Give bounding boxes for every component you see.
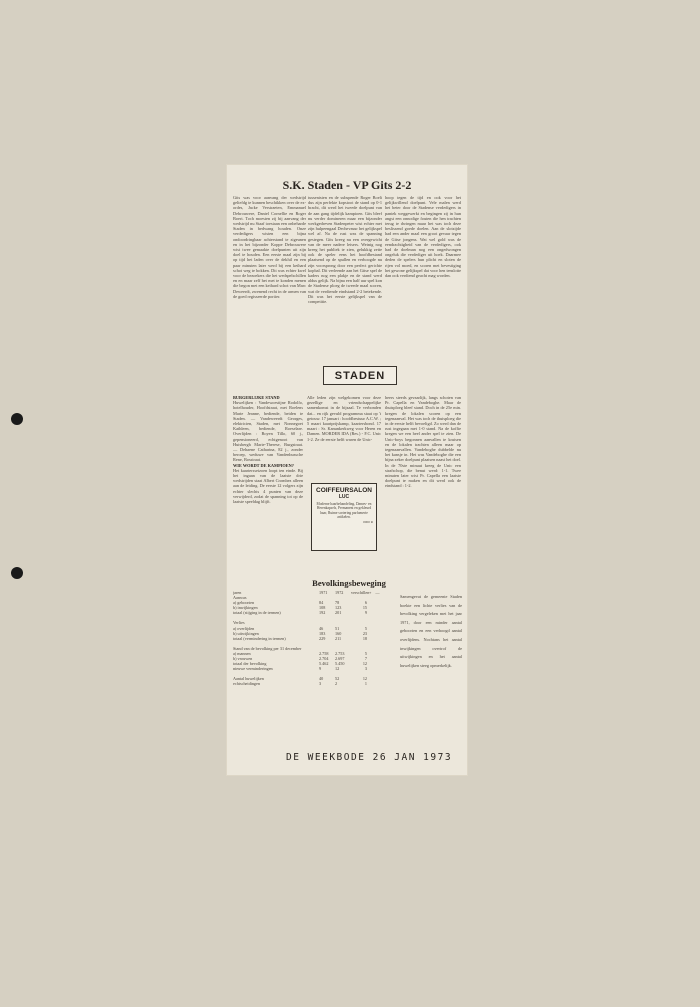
middle-column: Alle leden zijn welgekomen voor deze gezellige en vriendschappelijke samenkomst in de bijzaal. Te verbonden dat... en rijk gevuld programma staat op 't getouw. 17 januari : hoofdbestuur A.C.W. ; 5 maart kaartprijskamp, kaartersbond. 17 maart : Sr. Kanunkerkweg voor Heren en Damen. MORDER IDA (Res.) - F.C. Unic 1-2. Ze de eerste helft waren de Unic- [307,395,381,442]
row-label: Aanwas [233,595,247,601]
row-diff: 15 [362,605,367,611]
row-diff: 9 [364,610,367,616]
row-1971: 108 [319,605,326,611]
row-1972: 2.753 [335,650,345,656]
population-title: Bevolkingsbeweging [312,578,386,588]
row-1972: 160 [335,630,342,636]
row-label: totaal (stijging in de termen) [233,610,281,616]
row-1971: 229 [319,635,326,641]
row-diff: 6 [364,600,367,606]
row-1972: 211 [335,635,342,641]
handwritten-source-note: DE WEEKBODE 26 JAN 1973 [286,752,453,763]
row-1971: 183 [319,630,326,636]
table-row [233,666,385,671]
row-label: b) vrouwen [233,656,253,662]
row-1971: 2.704 [319,656,329,662]
ad-body: Moderne haarbehandeling, Dames- en Herenkapsels, Permanent en gekleurd haar, Ruime sortering parfumerie artikelen. [316,502,372,520]
kampioen-body: Het kaartersseizoen loopt ten einde. Bij het ingaan van de laatste drie wedstrijden staat Albert Crombez alleen aan de leiding. De eerste 12 volgers zijn echter slechts 4 punten van deze verwijderd, zodat de spanning tot op de laatste speeldag blijft. [233,467,303,505]
row-label: totaal (vermindering in termen) [233,635,286,641]
row-diff: 18 [362,635,367,641]
article-column-3: hoop tegen de tijd en ook voor het gelijkwillend doelpunt. Vele malen werd het beter door de Stadense verdedigers in paniek weggewerkt en begingen zij in hun angst een onnodige fouten die hen trachten terug te dwingen maar het was toch deze beslissend goede doelen. Aan de slotzijde had een ander maal een groot gevaar tegen de Gitse jongens. Wat wel gold was de eendrachtigheid van de verdedigers, ook had de doelman nog een ongedwongen ongeluk die verdediger uit hoek. Daarmee deden de spelers hun plicht en sloten de rijen vol moed, en scoren met bevestiging het gewone gelijkspel dat voor hen tenslotte dan ook verdiend geacht mag worden. [385,195,461,279]
row-1972: 123 [335,605,342,611]
row-diff: 5 [364,650,367,656]
row-1971: 192 [319,610,326,616]
row-diff: 1 [364,681,367,687]
row-1971: 9 [319,666,322,672]
population-table [233,590,385,687]
ad-code: 0000 R [363,519,373,524]
table-row [233,610,385,615]
row-label: b) inwijkingen [233,605,258,611]
ad-title: COIFFEURSALON [316,487,372,494]
row-1972: 2.697 [335,656,345,662]
row-1972: 2 [335,681,338,687]
row-label: nieuwe verminderingen [233,666,273,672]
row-1972: 201 [335,610,342,616]
table-row [233,636,385,641]
row-diff: 23 [362,630,367,636]
table-header: jaren 1971 1972 verschillen + — [233,590,380,595]
row-diff: 3 [364,666,367,672]
row-1971: 3 [319,681,322,687]
row-1971: 2.758 [319,650,329,656]
row-label: totaal der bevolking [233,661,267,667]
article-column-1: Gits was voor aanvang der wedstrijd geliefdg te kunnen beschikken over de ex-ordes, Jacke Verstraeten, Emmanuel Debrouwere, Daniel Cornellie en Roger Boeri. Toch moesten zij bij aanvang der wedstrijd nu Staaf toestaan een onbeharde Staden in bedwang houden. Onze verdedigers wisten een bijna ondoordringbaar achterstand te zigeunen en in het bijzonder Koppe Debrouwere wist twee gemaakte doelpunten uit zijn doel te houden. Een eerste maal zijn bij op tijd het laden over de dekhil en een paar minuten later werd bij een keihard schot weg te bokken. Dit was echter kwel voor de bezoekers die het wedspelschillen en en maar zelf het met te konden menen die begon met een keihard schot van Marc Deweerdt, zwenend recht in de armen van de goed regisseerde portier. [233,195,306,299]
row-diff: 5 [364,625,367,631]
kampioen-heading: WIE WORDT DE KAMPIOEN? [233,462,294,468]
row-1972: 12 [335,666,340,672]
article-headline: S.K. Staden - VP Gits 2-2 [282,178,412,192]
row-label: Verlies [233,620,245,626]
table-row [233,681,385,686]
article-column-2: tussenisten en de subspende Roger Boeli dus zijn perfekte kopstoot de stand op 0-1 bracht, dit werd het tweede doelpunt van de aan gang tijdelijk kampioen. Gits bleef nu verder domineren maar een bijzonder werkgedreven Stadenpeter wist echter met zijn hulpeengaal Dechevasur het gelijkspel wel af. Na de rust was de spanning gestegen. Gits kreeg nu een overgewicht van de meer nadere leisers. Weinig nog kreeg het publiek te zien, gelukkig zette ook de speler eens het hoofdbestand plaatsend op de spullen en verhoogde nu zijn voorsprong door een perfect gerichte kopbal. Dit verleende aan het Gitse spel de kaders nog een plakje en de stand werd aldus gelijk. Na bijna een half uur spel kon de Stadense ploeg de tweede maal scoren, wat de verdiende eindstand 2-2 betekende. Dit was het eerste gelijkspel van de competitie. [308,195,382,305]
staden-section-header [323,366,397,385]
row-label: b) uitwijkingen [233,630,259,636]
row-diff: 12 [362,676,367,682]
population-commentary: Samengevat de gemeente Staden boekte een lichte verlies van de bevolking vergeleken met het jaar 1971, door een minder aantal geboorten en een verhoogd aantal overlijdens. Nochtans het aantal inwijkingen overtrof de uitwijkingen en het aantal huwelijken steeg opmerkelijk. [400,594,462,668]
row-1971: 46 [319,625,324,631]
row-label: Stand van de bevolking per 31 december [233,645,302,651]
row-1971: 5.462 [319,661,329,667]
row-1972: 51 [335,625,340,631]
civil-body: Huwelijken : Vandewoestijne Rodolfo, hotelhouder, Hoofdstraat, met Roelens Marie Jeanne, bediende, beiden te Staden. — Vandeweerdt Georges, elektricien, Staden, met Nonnegoet Kathleen, bediende, Roeselare. Overlijden : Boyen Tillo, 60 j., gepensioneerd, echtgenoot van Huisbergh Marie-Therese, Burgstraat. — Dehaene Catharina, 82 j., zonder beroep, weduwe van Vandenbussche Rene, Bosstraat. [233,400,303,463]
staden-label: STADEN [334,369,386,382]
row-diff: 12 [362,661,367,667]
row-label: a) mannen [233,650,251,656]
row-label: Aantal huwelijken [233,676,264,682]
ad-subtitle: LUC [338,494,350,500]
row-1972: 52 [335,676,340,682]
punch-hole [11,567,23,579]
coiffeur-advertisement [311,483,377,551]
row-1971: 40 [319,676,324,682]
row-1971: 84 [319,600,324,606]
row-1972: 5.450 [335,661,345,667]
row-label: a) overlijden [233,625,255,631]
civil-registry-column [233,395,303,570]
row-label: echtscheidingen [233,681,260,687]
punch-hole [11,413,23,425]
row-label: a) geboorten [233,600,255,606]
row-diff: 7 [364,656,367,662]
football-report-column: heers steeds gevaarlijk, langs schoten van Pr. Capella en Vandeboghe. Maar de thuisploeg bleef stand. Doch in de 25e min. kregen de lokalen scoren op een tegenaanval. Het was toch de thuisploeg die in de eerste helft bevoeligd. Zo werd dan de rust ingegaan met 1-0 stand. Na de koffie kregen we een heel ander spel te zien. De Unic-boys begonnen aanvallen te kruisen en de lokalen trachten alleen maar op tegenaanvallen. Vandeboghe dubbelde nu het kansje in. Het was Vandeboghe die een bijna zeker doelpunt plaatsen naast het doel. In de 70ste minuut kreeg de Unic een strafschop, die benut werd: 1-1. Twee minuten later wist Pr. Capella een laatste doelpunt te maken en dit werd ook de eindstand : 1-2. [385,395,461,489]
row-1972: 78 [335,600,340,606]
civil-heading: BURGERLIJKE STAND [233,395,280,400]
newspaper-clipping [227,165,467,775]
